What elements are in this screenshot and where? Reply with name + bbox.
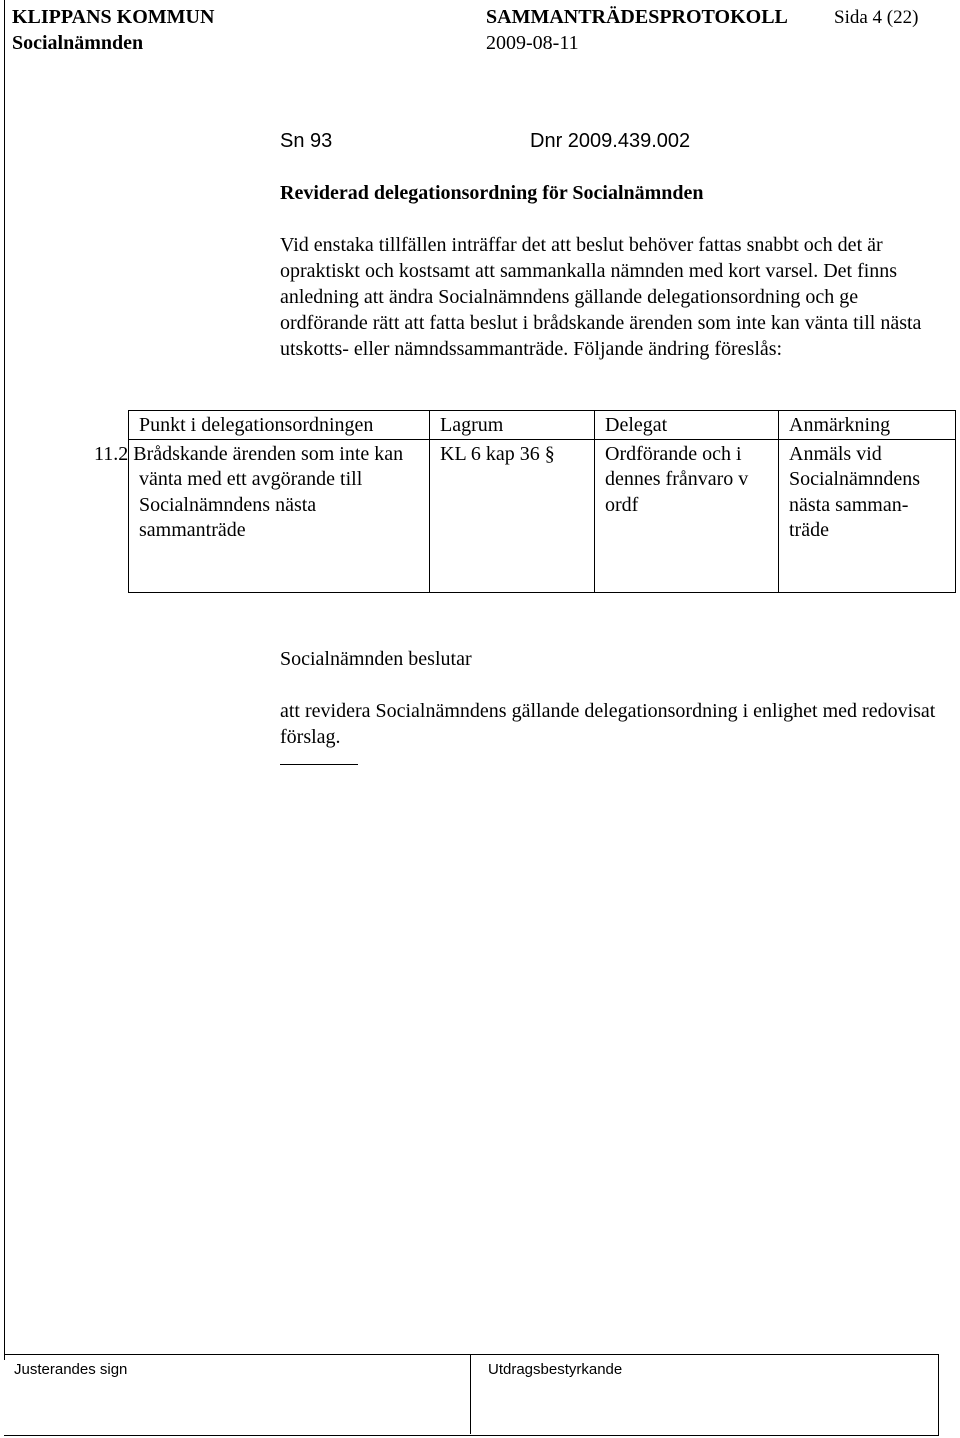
header-anmarkning: Anmärkning <box>779 411 956 440</box>
table-row <box>129 439 956 592</box>
cell-anmarkning: Anmäls vid Socialnämndens nästa samman-träde <box>779 439 956 592</box>
signature-box <box>4 1354 939 1436</box>
cell-lagrum: KL 6 kap 36 § <box>430 439 595 592</box>
org-name: KLIPPANS KOMMUN <box>12 6 215 28</box>
case-body: Vid enstaka tillfällen inträffar det att beslut behöver fattas snabbt och det är opraktiskt och kostsamt att sammankalla nämnden med kort varsel. Det finns anledning att ändra Socialnämndens gällande delegationsordning och ge ordförande rätt att fatta beslut i brådskande ärenden som inte kan vänta till nästa utskotts- eller nämndssammanträde. Följande ändring föreslås: <box>280 234 922 360</box>
signature-divider <box>470 1354 471 1434</box>
case-title: Reviderad delegationsordning för Socialnämnden <box>280 182 704 204</box>
dnr-number: Dnr 2009.439.002 <box>530 130 691 152</box>
table-header-row <box>129 411 956 440</box>
cell-delegat: Ordförande och i dennes frånvaro v ordf <box>595 439 779 592</box>
decision-text: att revidera Socialnämndens gällande delegationsordning i enlighet med redovisat förslag. <box>280 700 936 748</box>
committee-name: Socialnämnden <box>12 32 144 54</box>
left-margin-line <box>4 0 5 1360</box>
footer-justerandes-sign: Justerandes sign <box>14 1361 128 1378</box>
decision-heading: Socialnämnden beslutar <box>280 648 472 670</box>
meeting-date: 2009-08-11 <box>486 32 579 54</box>
header-punkt: Punkt i delegationsordningen <box>129 411 430 440</box>
delegation-table <box>94 410 956 593</box>
cell-punkt: 11.2 Brådskande ärenden som inte kan vänta med ett avgörande till Socialnämndens nästa sammanträde <box>129 439 430 592</box>
footer-utdragsbestyrkande: Utdragsbestyrkande <box>488 1361 623 1378</box>
case-number: Sn 93 <box>280 130 333 152</box>
header-lagrum: Lagrum <box>430 411 595 440</box>
header-delegat: Delegat <box>595 411 779 440</box>
end-rule <box>280 764 358 765</box>
doc-type: SAMMANTRÄDESPROTOKOLL <box>486 6 788 28</box>
page-number: Sida 4 (22) <box>834 7 919 28</box>
